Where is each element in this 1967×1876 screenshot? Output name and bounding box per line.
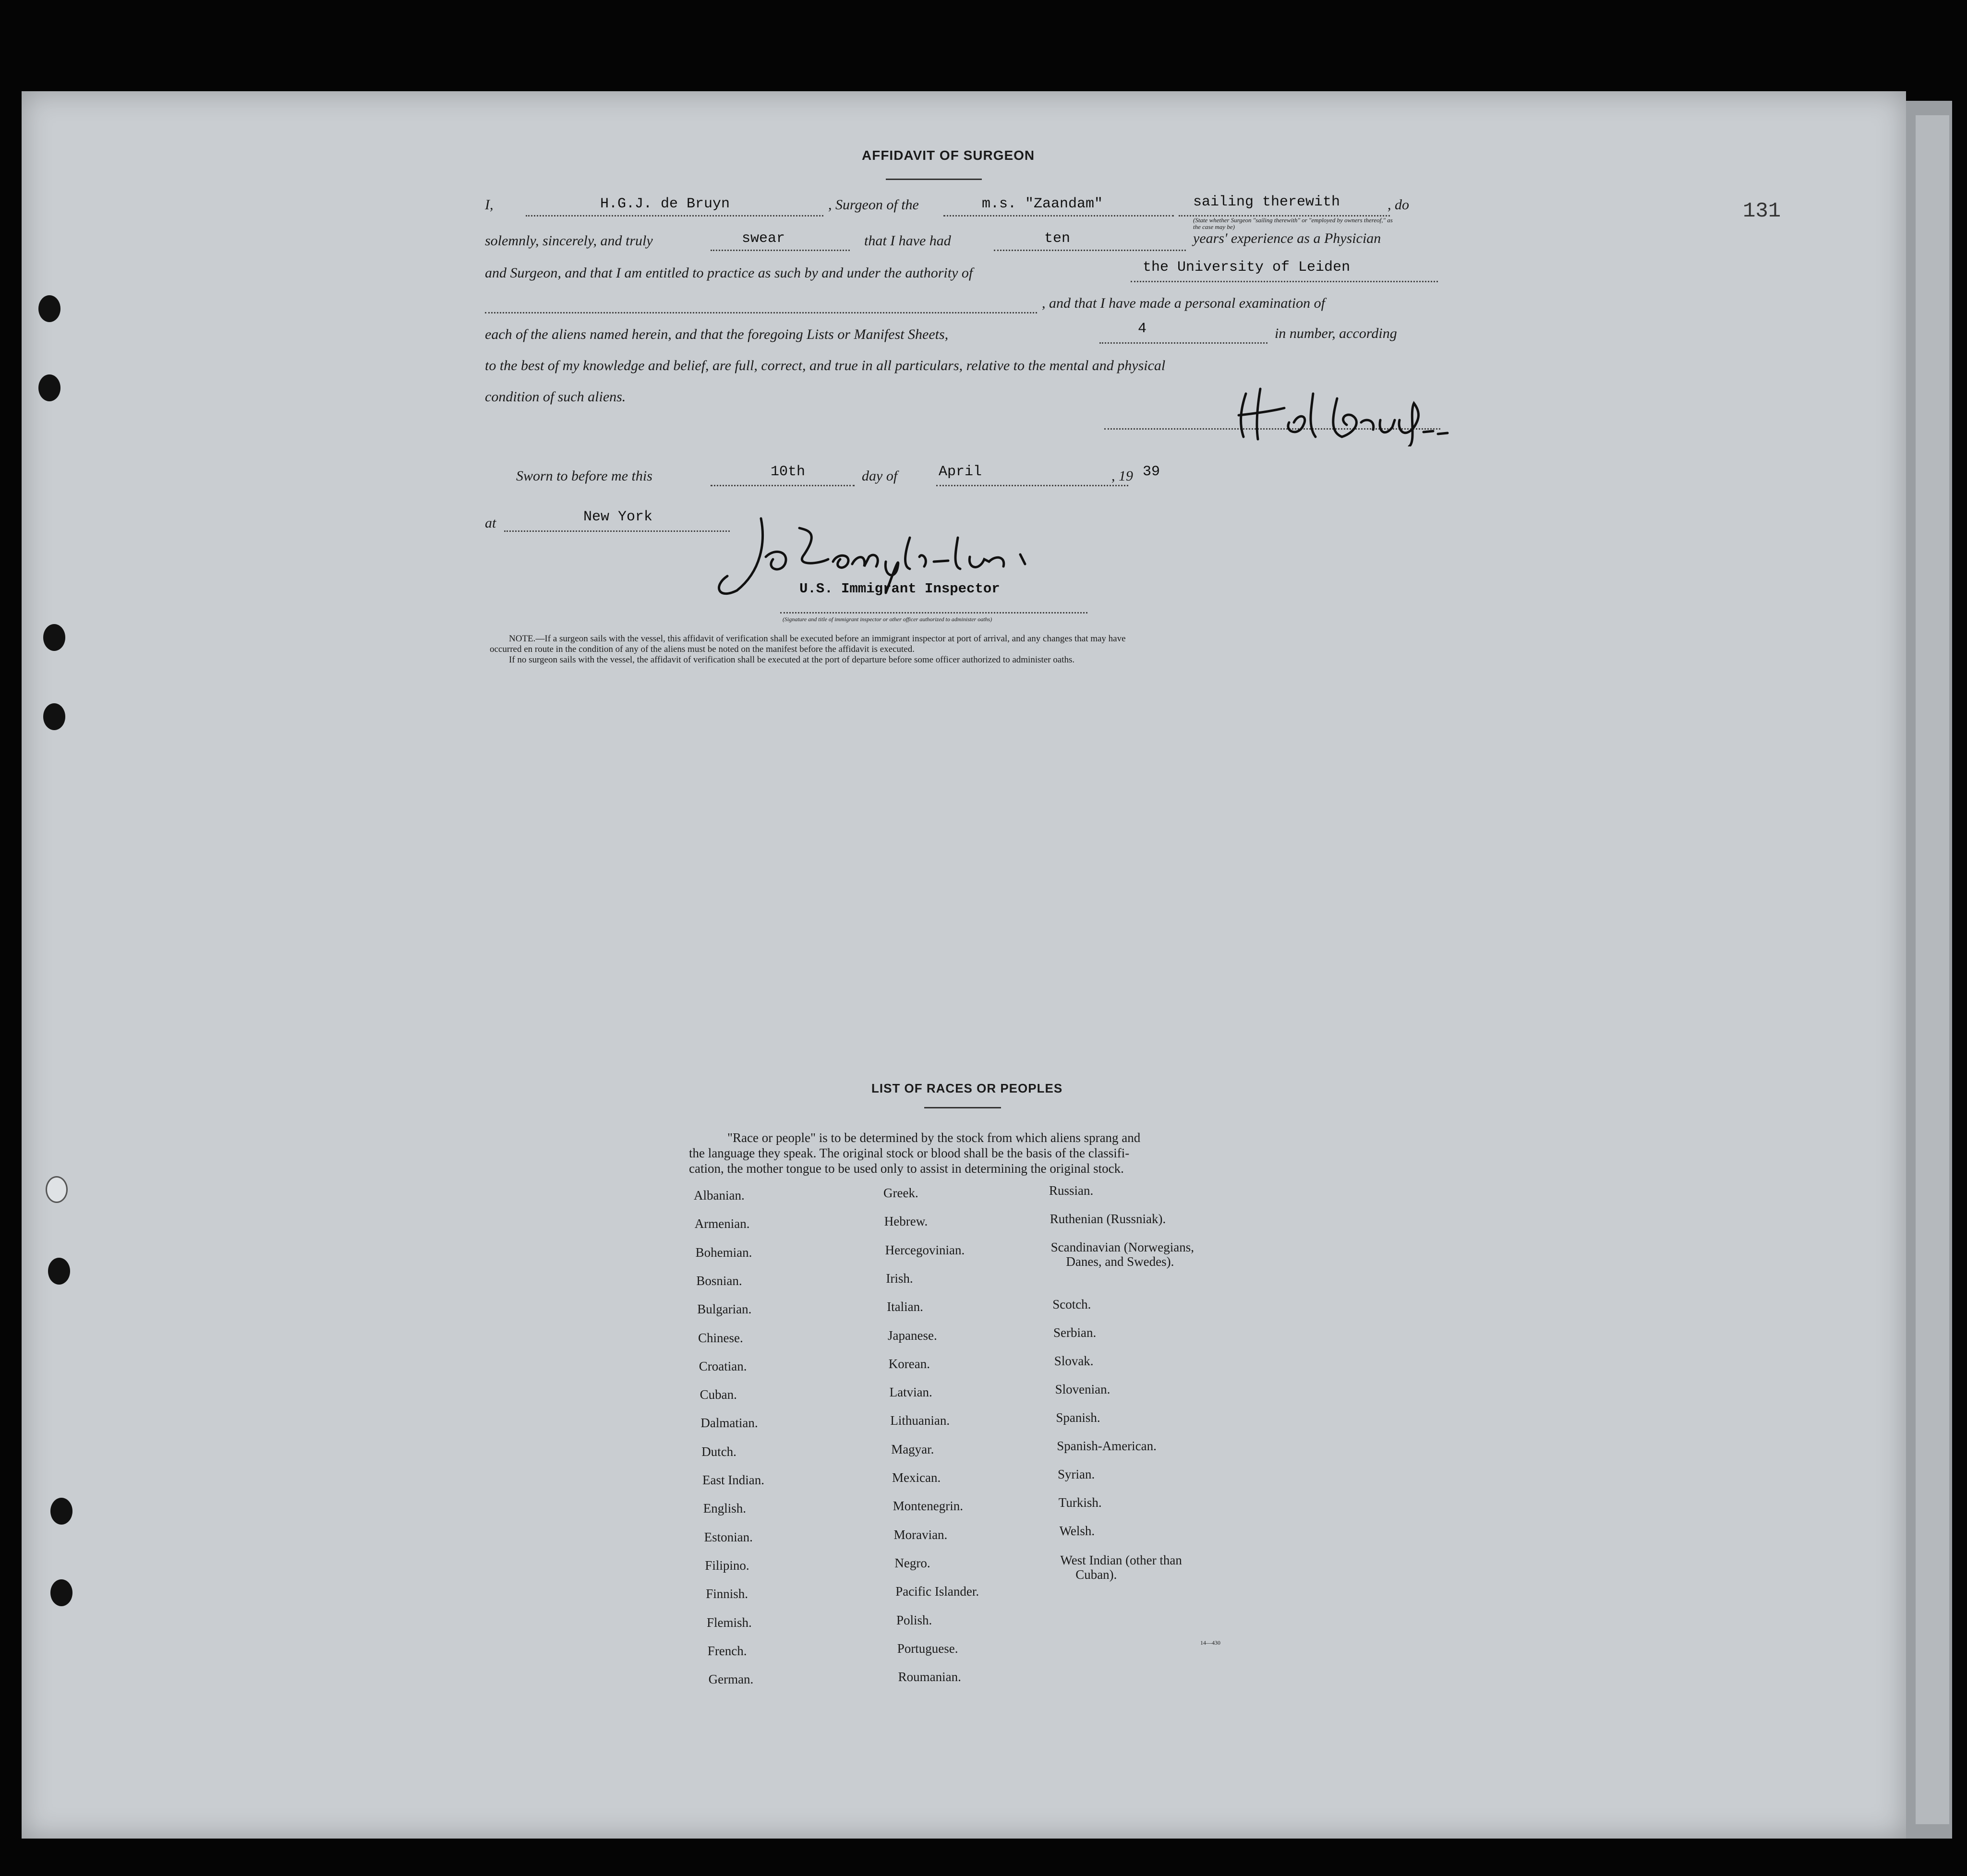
race-item: Portuguese.	[897, 1641, 958, 1656]
sailing-status: sailing therewith	[1193, 194, 1340, 210]
race-item: Ruthenian (Russniak).	[1050, 1212, 1166, 1226]
race-item: Slovak.	[1054, 1354, 1094, 1368]
race-item: Spanish.	[1056, 1410, 1100, 1425]
race-item: Dalmatian.	[700, 1416, 758, 1431]
race-item: Mexican.	[892, 1470, 941, 1485]
sheet-count: 4	[1138, 321, 1147, 337]
race-item: French.	[707, 1643, 747, 1658]
race-item: Bulgarian.	[697, 1302, 752, 1317]
race-item: Bosnian.	[696, 1273, 742, 1288]
binder-hole	[50, 1498, 72, 1525]
sworn-month: April	[939, 464, 982, 480]
race-item: Pacific Islander.	[895, 1584, 979, 1599]
binder-hole	[43, 624, 65, 651]
label-i: I,	[485, 197, 494, 213]
surgeon-signature	[1231, 374, 1462, 446]
oath-type: swear	[742, 230, 785, 247]
race-item: Italian.	[887, 1299, 923, 1314]
race-item: Russian.	[1049, 1183, 1094, 1198]
binder-hole	[50, 1579, 72, 1606]
race-item: German.	[708, 1672, 754, 1687]
race-item: Cuban).	[1075, 1567, 1117, 1582]
race-item: Filipino.	[705, 1558, 749, 1573]
signature-caption: (Signature and title of immigrant inspector or other officer authorized to administer oaths)	[783, 616, 992, 623]
race-item: Chinese.	[698, 1330, 743, 1345]
label-sworn: Sworn to before me this	[516, 468, 652, 484]
race-item: Syrian.	[1058, 1467, 1095, 1481]
field-line	[504, 530, 730, 532]
affidavit-title: AFFIDAVIT OF SURGEON	[862, 148, 1035, 163]
race-item: Korean.	[888, 1356, 930, 1371]
race-item: English.	[703, 1501, 747, 1516]
field-line	[936, 485, 1128, 486]
sworn-place: New York	[583, 509, 653, 525]
label-day-of: day of	[862, 468, 898, 484]
race-item: Scotch.	[1052, 1297, 1091, 1311]
race-item: Spanish-American.	[1057, 1439, 1157, 1453]
races-title-rule	[924, 1107, 1001, 1108]
field-line	[711, 485, 855, 486]
race-item: Japanese.	[888, 1328, 937, 1343]
race-item: Finnish.	[706, 1587, 748, 1601]
label-surgeon-of: , Surgeon of the	[828, 197, 919, 213]
signature-line	[780, 612, 1087, 613]
race-item: Lithuanian.	[890, 1413, 950, 1428]
form-number: 14—430	[1200, 1639, 1220, 1646]
race-item: Hebrew.	[884, 1214, 928, 1229]
field-line	[994, 250, 1186, 251]
race-item: Cuban.	[700, 1387, 737, 1402]
races-intro-3: cation, the mother tongue to be used only to assist in determining the original stock.	[689, 1161, 1124, 1176]
sworn-year: 39	[1143, 464, 1160, 480]
race-item: Irish.	[886, 1271, 913, 1286]
inspector-title: U.S. Immigrant Inspector	[799, 581, 1000, 597]
races-intro-2: the language they speak. The original stock or blood shall be the basis of the classifi-	[689, 1146, 1130, 1160]
label-examination: , and that I have made a personal examination of	[1042, 295, 1325, 311]
race-item: Flemish.	[707, 1615, 752, 1630]
field-line	[485, 312, 1037, 313]
note-line-1: NOTE.—If a surgeon sails with the vessel, this affidavit of verification shall be executed before an immigrant inspector at port of arrival, and any changes that may have	[509, 634, 1126, 644]
page-number: 131	[1743, 199, 1781, 223]
binder-hole	[38, 295, 60, 322]
sworn-day: 10th	[771, 464, 806, 480]
label-at: at	[485, 515, 496, 531]
race-item: Albanian.	[694, 1188, 745, 1203]
race-item: Bohemian.	[695, 1245, 752, 1260]
label-authority: and Surgeon, and that I am entitled to practice as such by and under the authority of	[485, 265, 973, 281]
race-item: Danes, and Swedes).	[1066, 1254, 1174, 1269]
label-that: that I have had	[864, 233, 951, 249]
label-in-number: in number, according	[1275, 325, 1397, 341]
race-item: Latvian.	[889, 1385, 932, 1400]
state-note: (State whether Surgeon "sailing therewith" or "employed by owners thereof," as the case may be)	[1193, 216, 1393, 230]
binder-hole	[43, 703, 65, 730]
field-line	[943, 215, 1174, 216]
race-item: Slovenian.	[1055, 1382, 1110, 1396]
title-rule	[886, 179, 982, 180]
note-line-2: occurred en route in the condition of any of the aliens must be noted on the manifest before the affidavit is executed.	[490, 644, 915, 654]
race-item: Moravian.	[893, 1527, 948, 1542]
label-year: , 19	[1111, 468, 1133, 484]
race-item: Croatian.	[699, 1359, 747, 1373]
label-solemnly: solemnly, sincerely, and truly	[485, 233, 653, 249]
race-item: Roumanian.	[898, 1670, 961, 1684]
surgeon-name: H.G.J. de Bruyn	[600, 196, 730, 212]
years-experience: ten	[1044, 230, 1071, 247]
race-item: Polish.	[896, 1612, 932, 1627]
binder-hole	[48, 1258, 70, 1285]
race-item: Welsh.	[1059, 1524, 1095, 1538]
vessel-name: m.s. "Zaandam"	[982, 196, 1103, 212]
label-lists: each of the aliens named herein, and that the foregoing Lists or Manifest Sheets,	[485, 326, 949, 342]
race-item: Estonian.	[704, 1529, 753, 1544]
label-do: , do	[1388, 197, 1409, 213]
race-item: Armenian.	[694, 1216, 750, 1231]
race-item: Montenegrin.	[893, 1499, 964, 1514]
race-item: West Indian (other than	[1060, 1553, 1182, 1567]
field-line	[1131, 281, 1438, 282]
race-item: Magyar.	[891, 1442, 934, 1456]
race-item: Scandinavian (Norwegians,	[1050, 1240, 1195, 1254]
race-item: Negro.	[894, 1555, 930, 1570]
underlying-page-edge-2	[1916, 115, 1949, 1824]
note-line-3: If no surgeon sails with the vessel, the affidavit of verification shall be executed at the port of departure before some officer authorized to administer oaths.	[509, 655, 1075, 665]
label-condition: condition of such aliens.	[485, 389, 626, 405]
race-item: Serbian.	[1053, 1325, 1097, 1340]
field-line	[526, 215, 823, 216]
label-experience: years' experience as a Physician	[1193, 230, 1381, 246]
race-item: Greek.	[883, 1186, 918, 1200]
race-item: Turkish.	[1058, 1495, 1102, 1510]
field-line	[711, 250, 850, 251]
race-item: Dutch.	[701, 1444, 736, 1459]
document-page	[22, 91, 1906, 1839]
authority: the University of Leiden	[1143, 259, 1351, 276]
races-intro-1: "Race or people" is to be determined by the stock from which aliens sprang and	[727, 1130, 1141, 1145]
binder-hole	[46, 1176, 68, 1203]
label-knowledge: to the best of my knowledge and belief, are full, correct, and true in all particulars, relative to the mental and physical	[485, 358, 1166, 373]
field-line	[1099, 342, 1267, 344]
race-item: East Indian.	[702, 1473, 764, 1487]
races-title: LIST OF RACES OR PEOPLES	[871, 1081, 1063, 1095]
binder-hole	[38, 374, 60, 401]
race-item: Hercegovinian.	[885, 1242, 965, 1257]
